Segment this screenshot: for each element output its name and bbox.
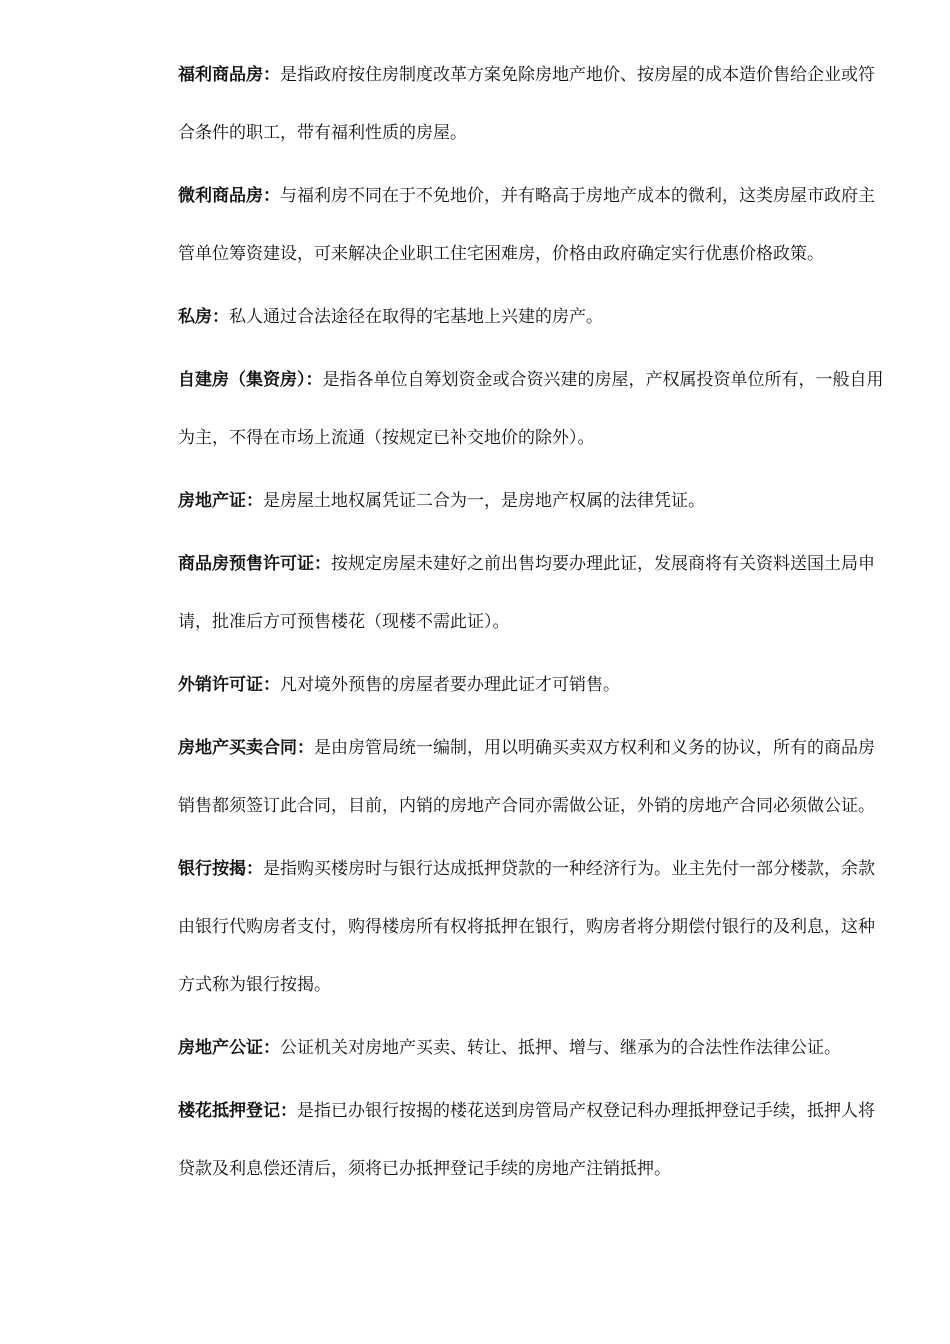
entry-term: 私房： (178, 307, 229, 327)
entry-term: 微利商品房： (178, 186, 280, 206)
entry-definition: 公证机关对房地产买卖、转让、抵押、增与、继承为的合法性作法律公证。 (280, 1038, 841, 1058)
glossary-entry (178, 1082, 888, 1198)
glossary-entry (178, 472, 888, 530)
entry-term: 房地产买卖合同： (178, 738, 314, 758)
entry-definition: 是指各单位自筹划资金或合资兴建的房屋，产权属投资单位所有，一般自用为主，不得在市场上流通（按规定已补交地价的除外）。 (178, 370, 884, 448)
glossary-entry (178, 535, 888, 651)
glossary-entry (178, 288, 888, 346)
glossary-entry (178, 1019, 888, 1077)
glossary-entry (178, 840, 888, 1014)
entry-term: 福利商品房： (178, 65, 280, 85)
glossary-content (178, 46, 888, 1220)
entry-definition: 与福利房不同在于不免地价，并有略高于房地产成本的微利，这类房屋市政府主管单位筹资建设，可来解决企业职工住宅困难房，价格由政府确定实行优惠价格政策。 (178, 186, 875, 264)
entry-term: 外销许可证： (178, 675, 280, 695)
entry-term: 房地产公证： (178, 1038, 280, 1058)
glossary-entry (178, 656, 888, 714)
entry-definition: 按规定房屋未建好之前出售均要办理此证，发展商将有关资料送国土局申请，批准后方可预售楼花（现楼不需此证）。 (178, 554, 875, 632)
entry-term: 房地产证： (178, 491, 263, 511)
glossary-entry (178, 719, 888, 835)
entry-definition: 是由房管局统一编制，用以明确买卖双方权利和义务的协议，所有的商品房销售都须签订此合同，目前，内销的房地产合同亦需做公证，外销的房地产合同必须做公证。 (178, 738, 875, 816)
entry-definition: 是房屋土地权属凭证二合为一，是房地产权属的法律凭证。 (263, 491, 705, 511)
entry-term: 银行按揭： (178, 859, 263, 879)
entry-definition: 凡对境外预售的房屋者要办理此证才可销售。 (280, 675, 620, 695)
entry-definition: 私人通过合法途径在取得的宅基地上兴建的房产。 (229, 307, 603, 327)
entry-definition: 是指政府按住房制度改革方案免除房地产地价、按房屋的成本造价售给企业或符合条件的职工，带有福利性质的房屋。 (178, 65, 875, 143)
entry-definition: 是指已办银行按揭的楼花送到房管局产权登记科办理抵押登记手续，抵押人将贷款及利息偿还清后，须将已办抵押登记手续的房地产注销抵押。 (178, 1101, 875, 1179)
entry-term: 自建房（集资房）： (178, 370, 323, 390)
entry-definition: 是指购买楼房时与银行达成抵押贷款的一种经济行为。业主先付一部分楼款，余款由银行代购房者支付，购得楼房所有权将抵押在银行，购房者将分期偿付银行的及利息，这种方式称为银行按揭。 (178, 859, 875, 995)
entry-term: 商品房预售许可证： (178, 554, 331, 574)
glossary-entry (178, 46, 888, 162)
entry-term: 楼花抵押登记： (178, 1101, 297, 1121)
glossary-entry (178, 351, 888, 467)
glossary-entry (178, 167, 888, 283)
